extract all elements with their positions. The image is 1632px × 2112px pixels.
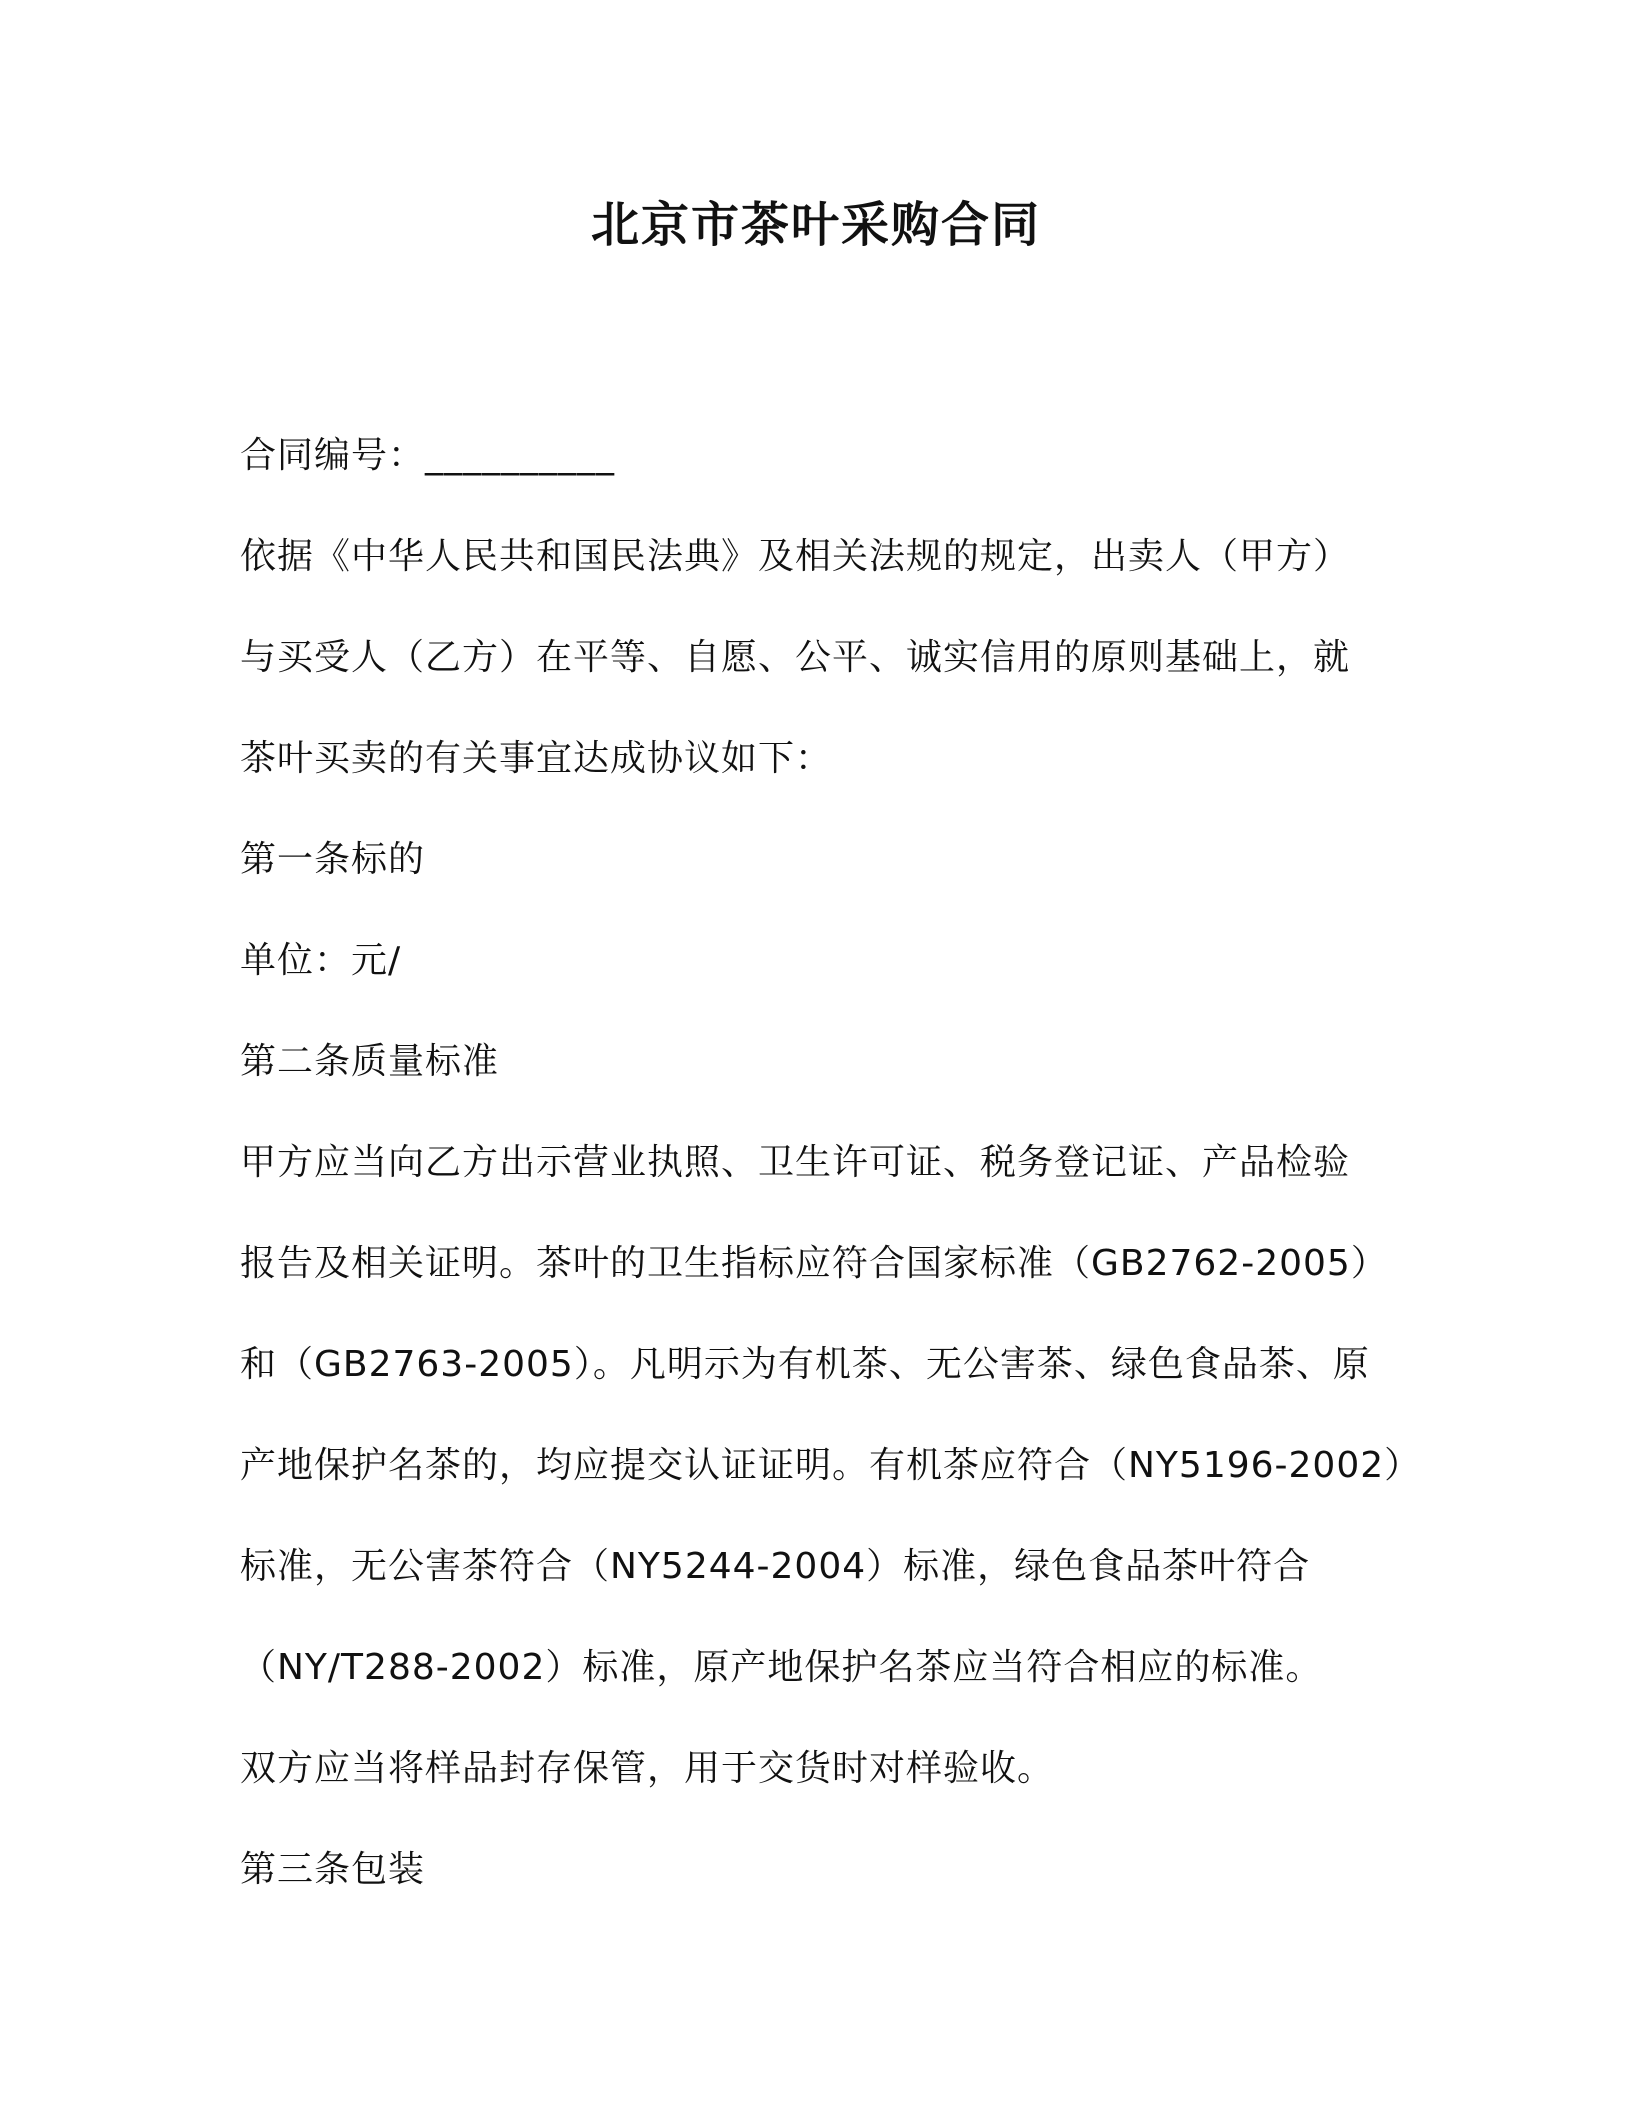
section-heading-1: 第一条标的 (240, 839, 426, 880)
document-body (240, 405, 1440, 1920)
paragraph-line: 依据《中华人民共和国民法典》及相关法规的规定，出卖人（甲方） (240, 536, 1351, 577)
section-heading-3: 第三条包装 (240, 1849, 426, 1890)
paragraph-line: 产地保护名茶的，均应提交认证证明。有机茶应符合（NY5196-2002） (240, 1445, 1422, 1486)
paragraph-line: （NY/T288-2002）标准，原产地保护名茶应当符合相应的标准。 (240, 1647, 1323, 1688)
paragraph-line: 与买受人（乙方）在平等、自愿、公平、诚实信用的原则基础上，就 (240, 637, 1351, 678)
paragraph-line: 茶叶买卖的有关事宜达成协议如下： (240, 738, 833, 779)
document-title: 北京市茶叶采购合同 (590, 197, 1041, 253)
paragraph-line: 报告及相关证明。茶叶的卫生指标应符合国家标准（GB2762-2005） (240, 1243, 1388, 1284)
paragraph-line: 和（GB2763-2005）。凡明示为有机茶、无公害茶、绿色食品茶、原 (240, 1344, 1370, 1385)
unit-line: 单位：元/ (240, 940, 402, 981)
section-heading-2: 第二条质量标准 (240, 1041, 500, 1082)
paragraph-line: 标准，无公害茶符合（NY5244-2004）标准，绿色食品茶叶符合 (240, 1546, 1311, 1587)
paragraph-line: 甲方应当向乙方出示营业执照、卫生许可证、税务登记证、产品检验 (240, 1142, 1351, 1183)
paragraph-line: 双方应当将样品封存保管，用于交货时对样验收。 (240, 1748, 1055, 1789)
contract-number-line: 合同编号：__________ (240, 435, 616, 476)
